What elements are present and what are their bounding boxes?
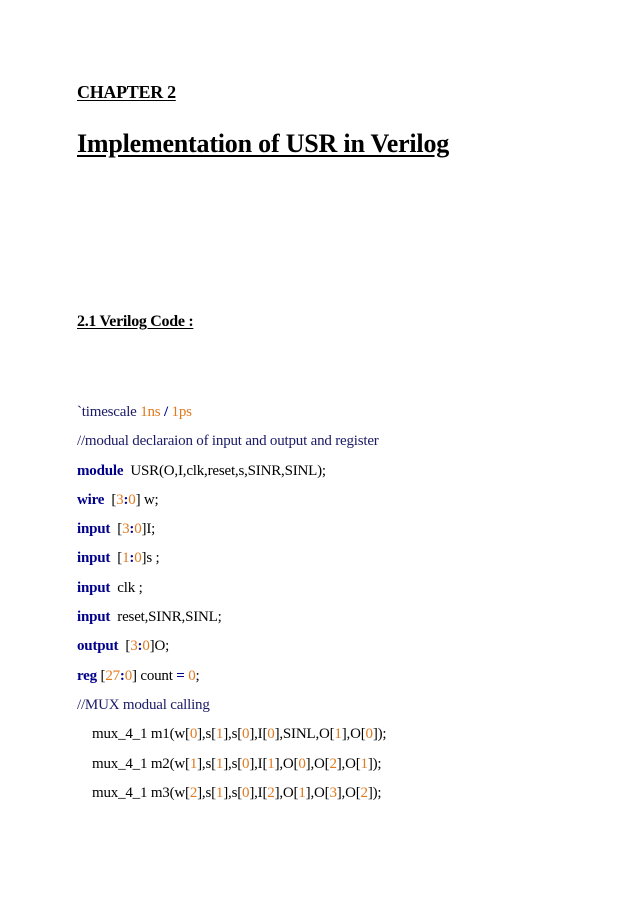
code-line — [77, 603, 386, 632]
code-token: ]); — [367, 755, 382, 772]
code-block — [77, 398, 386, 808]
code-token: ],O[ — [336, 784, 361, 801]
code-token: = — [176, 667, 185, 684]
code-token: reset,SINR,SINL; — [110, 609, 222, 626]
code-line — [77, 691, 386, 720]
code-token: clk ; — [110, 579, 143, 596]
code-token: input — [77, 579, 111, 596]
code-token: 2 — [360, 784, 368, 801]
page-title: Implementation of USR in Verilog — [77, 129, 450, 158]
code-token: 1 — [189, 755, 198, 772]
code-token: : — [137, 638, 143, 655]
code-token: //MUX modual calling — [77, 696, 210, 713]
code-token: 3 — [116, 491, 124, 508]
code-token: ] w; — [135, 491, 159, 508]
code-line — [77, 457, 386, 486]
code-token: mux_4_1 m3(w[ — [92, 784, 190, 801]
code-token: 1 — [298, 784, 306, 801]
code-token: 3 — [122, 521, 130, 538]
code-token: ],SINL,O[ — [274, 726, 335, 743]
code-line — [77, 398, 386, 427]
code-token: ],O[ — [274, 784, 299, 801]
code-token: ],O[ — [336, 755, 361, 772]
code-token: ],O[ — [305, 784, 330, 801]
code-token: 1 — [267, 755, 275, 772]
chapter-label: CHAPTER 2 — [77, 82, 176, 102]
code-token: ],s[ — [223, 784, 242, 801]
code-token: 1 — [215, 784, 224, 801]
code-token: [ — [118, 638, 131, 655]
code-token: 2 — [329, 755, 337, 772]
code-token: ],s[ — [197, 755, 216, 772]
code-token: : — [129, 550, 135, 567]
code-line — [77, 544, 386, 573]
code-token: 2 — [189, 784, 198, 801]
code-token: ],I[ — [249, 726, 268, 743]
code-token: : — [123, 491, 129, 508]
code-token: mux_4_1 m1(w[ — [92, 726, 190, 743]
code-token: 0 — [242, 755, 250, 772]
code-token: 0 — [134, 550, 142, 567]
code-token: reg — [77, 667, 97, 684]
code-token: ],O[ — [341, 726, 366, 743]
section-heading: 2.1 Verilog Code : — [77, 313, 194, 330]
code-token: 3 — [130, 638, 138, 655]
code-token: ],O[ — [305, 755, 330, 772]
code-token: 0 — [128, 491, 136, 508]
code-token: module — [77, 462, 124, 479]
code-token: `timescale — [77, 404, 141, 420]
code-token: input — [77, 521, 111, 538]
code-token: ],s[ — [223, 755, 242, 772]
code-token: 0 — [134, 521, 142, 538]
code-token: 1 — [334, 726, 342, 743]
code-token: ],s[ — [197, 726, 216, 743]
code-line — [77, 427, 386, 456]
code-token: ] count — [132, 667, 177, 684]
code-line — [77, 515, 386, 544]
code-token: ],I[ — [249, 784, 268, 801]
code-line — [77, 486, 386, 515]
code-token: input — [77, 609, 111, 626]
code-token: 0 — [124, 667, 133, 684]
code-token: ; — [195, 667, 200, 684]
code-token: USR(O,I,clk,reset,s,SINR,SINL); — [123, 462, 326, 479]
code-token: ]); — [367, 784, 382, 801]
code-token: 1 — [360, 755, 368, 772]
code-token: 0 — [365, 726, 373, 743]
code-line — [77, 662, 386, 691]
code-line — [77, 750, 386, 779]
code-token: 2 — [267, 784, 275, 801]
code-line — [77, 632, 386, 661]
code-token: output — [77, 638, 119, 655]
code-token: : — [119, 667, 125, 684]
code-token: ],s[ — [223, 726, 242, 743]
code-token: 27 — [105, 667, 120, 684]
code-token: ],I[ — [249, 755, 268, 772]
code-token: [ — [96, 667, 106, 684]
code-token: 0 — [267, 726, 275, 743]
code-token: ],s[ — [197, 784, 216, 801]
code-token: mux_4_1 m2(w[ — [92, 755, 190, 772]
code-token: 1 — [122, 550, 130, 567]
code-line — [77, 574, 386, 603]
code-line — [77, 720, 386, 749]
code-token: [ — [110, 550, 123, 567]
code-token: ]s ; — [141, 550, 160, 567]
code-token: 1 — [215, 726, 224, 743]
code-token: 1ns — [140, 404, 161, 420]
code-token: 1 — [215, 755, 224, 772]
code-token: wire — [77, 491, 105, 508]
code-token: ]); — [372, 726, 387, 743]
code-line — [77, 779, 386, 808]
code-token: 3 — [329, 784, 337, 801]
code-token: [ — [104, 491, 117, 508]
code-token: 0 — [242, 784, 250, 801]
code-token: / — [160, 404, 172, 420]
code-token: 0 — [188, 667, 196, 684]
code-token: ]O; — [149, 638, 170, 655]
code-token: ],O[ — [274, 755, 299, 772]
code-token: 1ps — [171, 404, 192, 420]
code-token: 0 — [142, 638, 150, 655]
code-token: ]I; — [141, 521, 156, 538]
code-token: 0 — [298, 755, 306, 772]
code-token: 0 — [189, 726, 198, 743]
code-token: 0 — [242, 726, 250, 743]
code-token: input — [77, 550, 111, 567]
code-token: //modual declaraion of input and output and register — [77, 433, 379, 450]
code-token: [ — [110, 521, 123, 538]
code-token: : — [129, 521, 135, 538]
